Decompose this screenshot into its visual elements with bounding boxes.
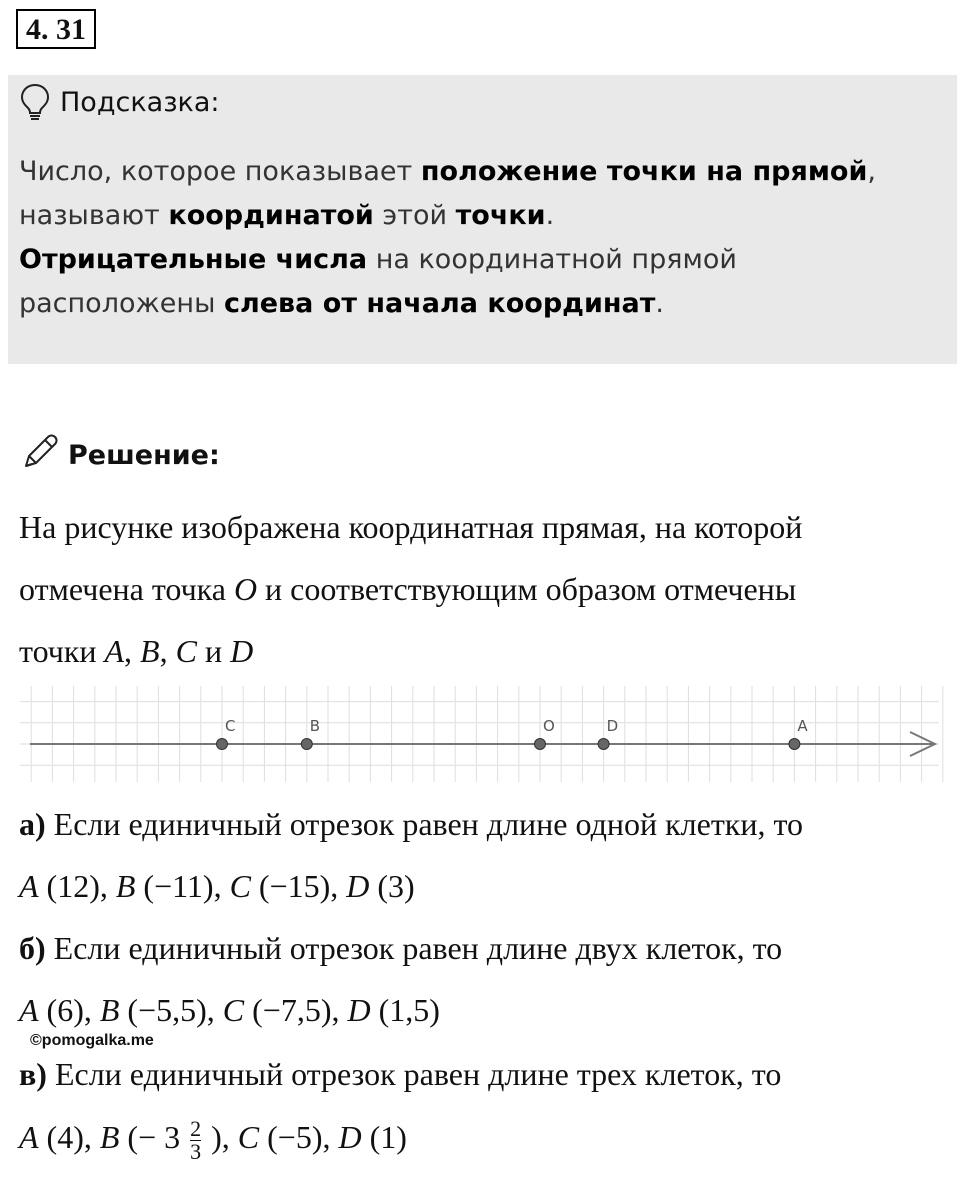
- coordinate-line-figure: [20, 686, 945, 786]
- part-a-text: а) Если единичный отрезок равен длине одной клетки, то: [19, 806, 804, 842]
- coordinate-line: [20, 686, 945, 782]
- hint-title: [20, 83, 220, 121]
- part-c-text: в) Если единичный отрезок равен длине трех клеток, то: [19, 1056, 782, 1092]
- point-label-O: O: [543, 717, 555, 735]
- pencil-icon: [20, 432, 60, 479]
- point-O: [535, 739, 546, 750]
- part-b-text: б) Если единичный отрезок равен длине двух клеток, то: [19, 930, 783, 966]
- solution-title-text: Решение:: [68, 440, 220, 471]
- point-D: [598, 739, 609, 750]
- hint-text: Число, которое показывает положение точки на прямой, называют координатой этой точки. Отрицательные числа на координатной прямой расположены слева от начала координат.: [19, 156, 876, 319]
- solution-title: [20, 432, 220, 479]
- part-c-answer: A (4), B (− 3 $\frac{2}{3}$ ), C (−5), D (1): [19, 1116, 407, 1164]
- watermark: ©pomogalka.me: [30, 1032, 154, 1049]
- lightbulb-icon: [20, 83, 50, 121]
- point-label-A: A: [797, 717, 808, 735]
- hint-title-text: Подсказка:: [60, 86, 220, 118]
- point-label-B: B: [309, 717, 321, 735]
- point-label-C: C: [225, 717, 236, 735]
- fraction-two-thirds: $\frac{2}{3}$: [190, 1116, 202, 1164]
- problem-number: 4. 31: [16, 9, 96, 49]
- point-B: [301, 739, 312, 750]
- point-C: [217, 739, 228, 750]
- part-a-answer: A (12), B (−11), C (−15), D (3): [19, 868, 415, 904]
- part-b-answer: A (6), B (−5,5), C (−7,5), D (1,5): [19, 992, 440, 1028]
- point-A: [789, 739, 800, 750]
- point-label-D: D: [606, 717, 619, 735]
- solution-intro: На рисунке изображена координатная прямая, на которой отмечена точка O и соответствующим образом отмечены точки A, B, C и D: [19, 509, 803, 669]
